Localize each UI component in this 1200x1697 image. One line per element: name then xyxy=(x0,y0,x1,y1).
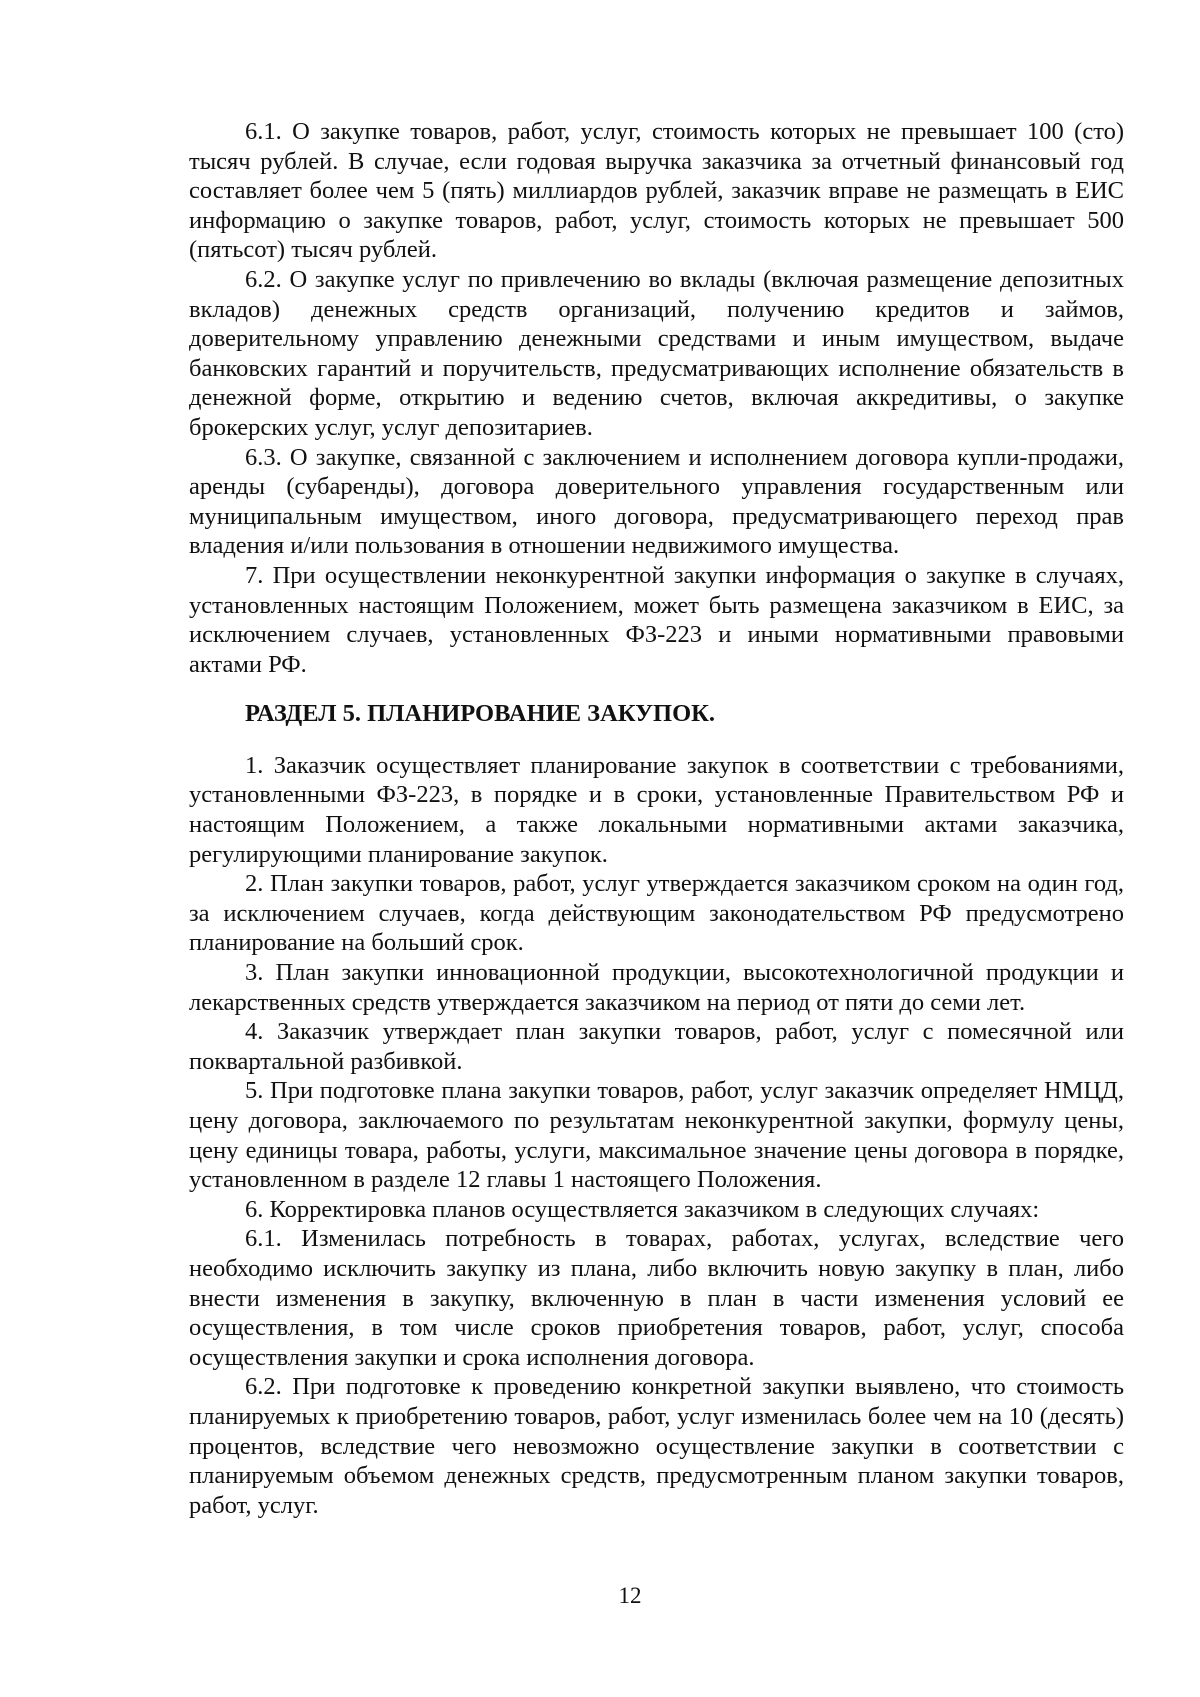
paragraph-6-2: 6.2. О закупке услуг по привлечению во вклады (включая размещение депозитных вкладов) денежных средств организаций, получению кредитов и займов, доверительному управлению денежными средствами и иным имуществом, выдаче банковских гарантий и поручительств, предусматривающих исполнение обязательств в денежной форме, открытию и ведению счетов, включая аккредитивы, о закупке брокерских услуг, услуг депозитариев. xyxy=(189,265,1124,441)
paragraph-4: 4. Заказчик утверждает план закупки товаров, работ, услуг с помесячной или поквартальной разбивкой. xyxy=(189,1018,1124,1075)
paragraph-5: 5. При подготовке плана закупки товаров, работ, услуг заказчик определяет НМЦД, цену договора, заключаемого по результатам неконкурентной закупки, формулу цены, цену единицы товара, работы, услуги, максимальное значение цены договора в порядке, установленном в разделе 12 главы 1 настоящего Положения. xyxy=(189,1077,1124,1194)
paragraph-6-2-correction: 6.2. При подготовке к проведению конкретной закупки выявлено, что стоимость планируемых к приобретению товаров, работ, услуг изменилась более чем на 10 (десять) процентов, вследствие чего невозможно осуществление закупки в соответствии с планируемым объемом денежных средств, предусмотренным планом закупки товаров, работ, услуг. xyxy=(189,1373,1124,1519)
paragraph-6-3: 6.3. О закупке, связанной с заключением и исполнением договора купли-продажи, аренды (субаренды), договора доверительного управления государственным или муниципальным имуществом, иного договора, предусматривающего переход прав владения и/или пользования в отношении недвижимого имущества. xyxy=(189,443,1124,560)
paragraph-6-1: 6.1. О закупке товаров, работ, услуг, стоимость которых не превышает 100 (сто) тысяч рублей. В случае, если годовая выручка заказчика за отчетный финансовый год составляет более чем 5 (пять) миллиардов рублей, заказчик вправе не размещать в ЕИС информацию о закупке товаров, работ, услуг, стоимость которых не превышает 500 (пятьсот) тысяч рублей. xyxy=(189,118,1124,264)
page-number: 12 xyxy=(618,1583,642,1608)
paragraph-2: 2. План закупки товаров, работ, услуг утверждается заказчиком сроком на один год, за исключением случаев, когда действующим законодательством РФ предусмотрено планирование на больший срок. xyxy=(189,870,1124,957)
paragraph-3: 3. План закупки инновационной продукции, высокотехнологичной продукции и лекарственных средств утверждается заказчиком на период от пяти до семи лет. xyxy=(189,959,1124,1016)
section-heading: РАЗДЕЛ 5. ПЛАНИРОВАНИЕ ЗАКУПОК. xyxy=(245,700,716,728)
paragraph-1: 1. Заказчик осуществляет планирование закупок в соответствии с требованиями, установленными ФЗ-223, в порядке и в сроки, установленные Правительством РФ и настоящим Положением, а также локальными нормативными актами заказчика, регулирующими планирование закупок. xyxy=(189,751,1124,868)
page-content xyxy=(189,117,1124,1520)
paragraph-6-1-correction: 6.1. Изменилась потребность в товарах, работах, услугах, вследствие чего необходимо исключить закупку из плана, либо включить новую закупку в план, либо внести изменения в закупку, включенную в план в части изменения условий ее осуществления, в том числе сроков приобретения товаров, работ, услуг, способа осуществления закупки и срока исполнения договора. xyxy=(189,1225,1124,1371)
paragraph-6: 6. Корректировка планов осуществляется заказчиком в следующих случаях: xyxy=(245,1195,1040,1223)
paragraph-7: 7. При осуществлении неконкурентной закупки информация о закупке в случаях, установленных настоящим Положением, может быть размещена заказчиком в ЕИС, за исключением случаев, установленных ФЗ-223 и иными нормативными правовыми актами РФ. xyxy=(189,561,1124,678)
